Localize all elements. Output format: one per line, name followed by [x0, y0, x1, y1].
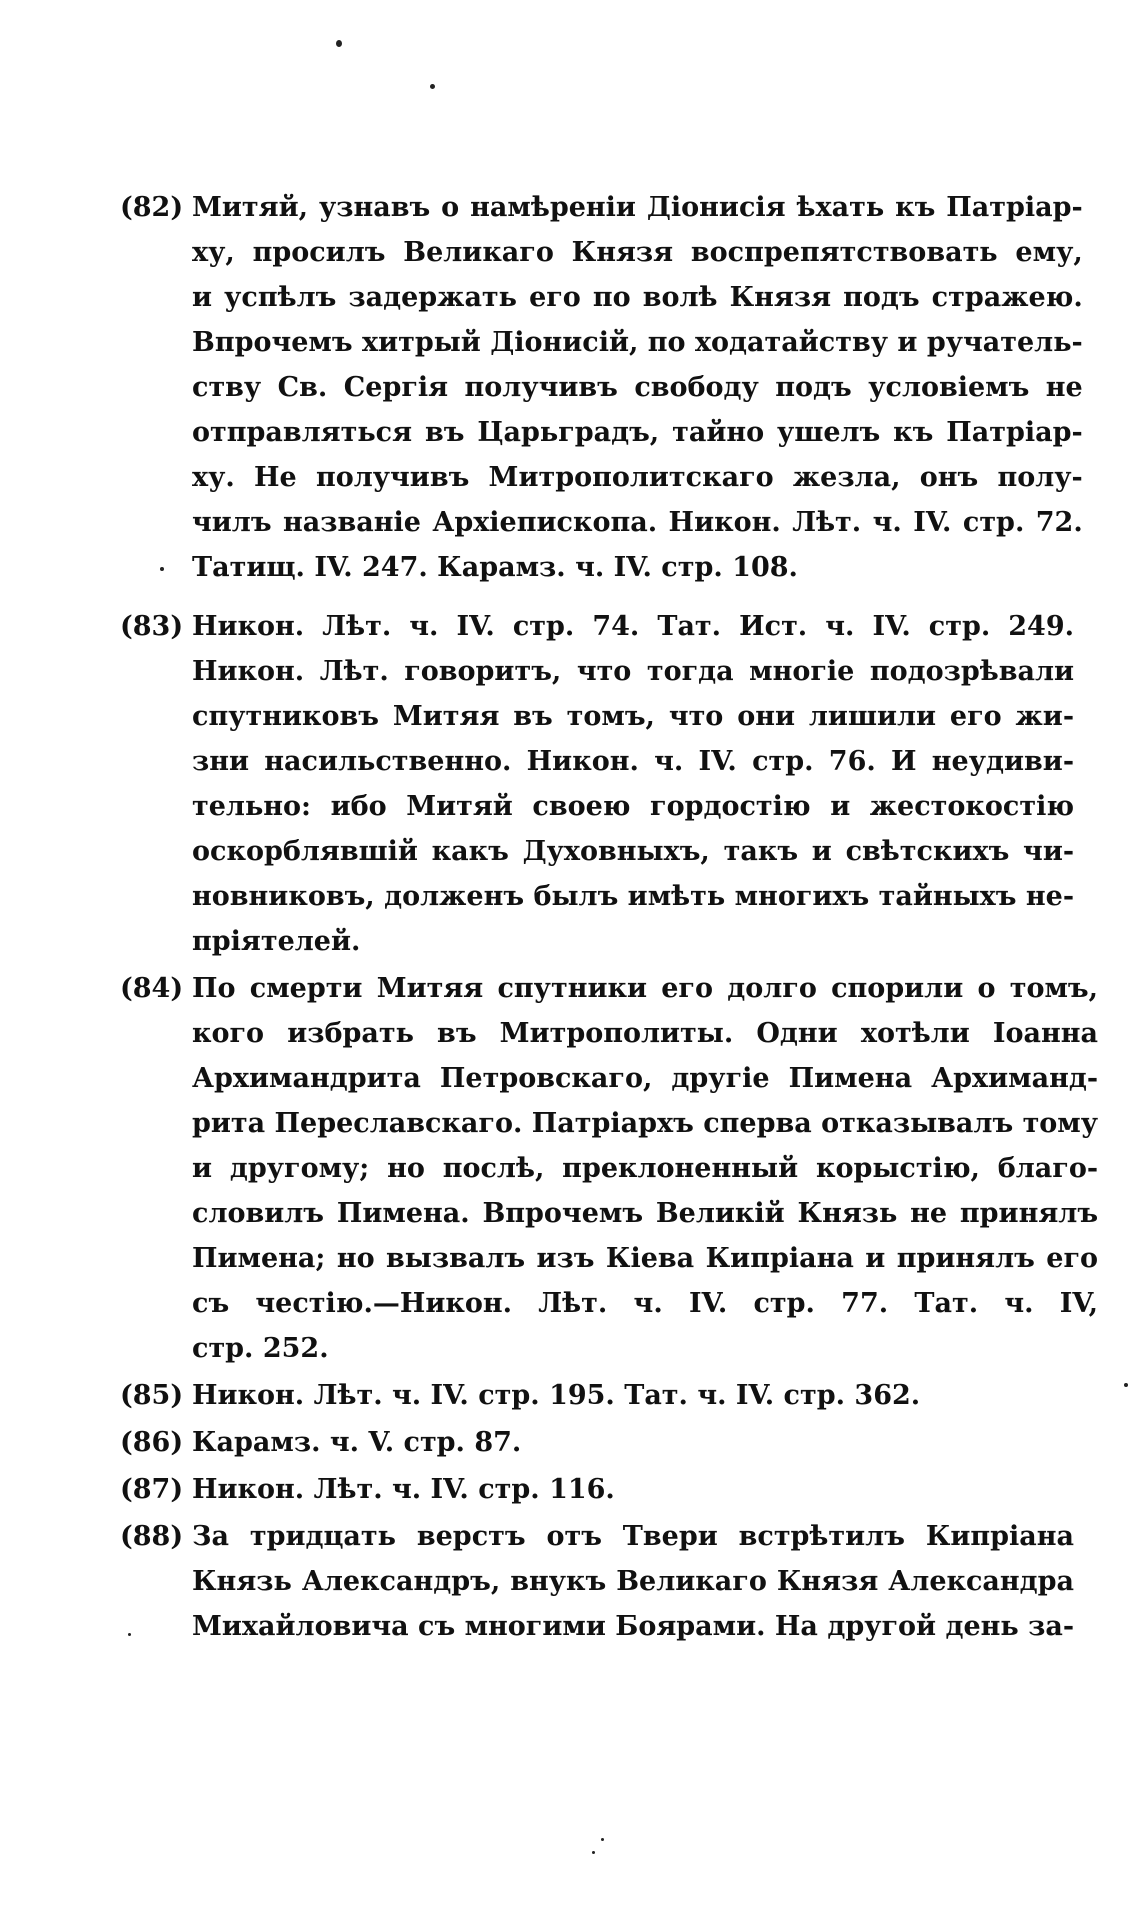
footnotes — [120, 185, 1099, 1649]
text-line: оскорблявшій какъ Духовныхъ, такъ и свѣтскихъ чи- — [192, 836, 1075, 867]
footnote-text — [192, 1420, 980, 1465]
text-line: отправляться въ Царьградъ, тайно ушелъ къ Патріар- — [192, 417, 1083, 448]
footnote-82 — [120, 185, 1083, 590]
text-line: За тридцать верстъ отъ Твери встрѣтилъ Кипріана — [192, 1521, 1075, 1552]
text-line: Архимандрита Петровскаго, другіе Пимена Архиманд- — [192, 1063, 1099, 1094]
text-line: ху, просилъ Великаго Князя воспрепятствовать ему, — [192, 237, 1083, 268]
text-line: новниковъ, долженъ былъ имѣть многихъ тайныхъ не- — [192, 881, 1075, 912]
text-line: тельно: ибо Митяй своею гордостію и жестокостію — [192, 791, 1075, 822]
footnote-text — [192, 1467, 980, 1512]
footnote-text — [192, 185, 1083, 590]
ink-speck — [601, 1838, 604, 1841]
text-line: Пимена; но вызвалъ изъ Кіева Кипріана и принялъ его — [192, 1243, 1099, 1274]
text-line: Никон. Лѣт. ч. IV. стр. 116. — [192, 1474, 615, 1505]
footnote-text — [192, 966, 1098, 1371]
text-line: Татищ. IV. 247. Карамз. ч. IV. стр. 108. — [192, 552, 798, 583]
ink-speck — [336, 40, 342, 47]
footnote-number: (88) — [120, 1521, 184, 1552]
text-line: Никон. Лѣт. ч. IV. стр. 195. Тат. ч. IV. стр. 362. — [192, 1380, 921, 1411]
footnote-number: (87) — [120, 1474, 184, 1505]
text-line: словилъ Пимена. Впрочемъ Великій Князь не принялъ — [192, 1198, 1099, 1229]
text-line: съ честію.—Никон. Лѣт. ч. IV. стр. 77. Тат. ч. IV, — [192, 1288, 1099, 1319]
text-line: зни насильственно. Никон. ч. IV. стр. 76. И неудиви- — [192, 746, 1075, 777]
text-line: По смерти Митяя спутники его долго спорили о томъ, — [192, 973, 1099, 1004]
ink-speck — [592, 1851, 595, 1854]
footnote-text — [192, 1514, 1074, 1649]
text-line: спутниковъ Митяя въ томъ, что они лишили его жи- — [192, 701, 1075, 732]
text-line: Никон. Лѣт. ч. IV. стр. 74. Тат. Ист. ч. IV. стр. 249. — [192, 611, 1075, 642]
footnote-number: (84) — [120, 973, 184, 1004]
text-line: стр. 252. — [192, 1333, 329, 1364]
text-line: Впрочемъ хитрый Діонисій, по ходатайству и ручатель- — [192, 327, 1083, 358]
footnote-84 — [120, 966, 1099, 1371]
footnote-number: (83) — [120, 611, 184, 642]
text-line: ху. Не получивъ Митрополитскаго жезла, онъ полу- — [192, 462, 1083, 493]
ink-speck — [430, 84, 435, 89]
footnote-87 — [120, 1467, 980, 1512]
text-line: рита Переславскаго. Патріархъ сперва отказывалъ тому — [192, 1108, 1099, 1139]
footnote-text — [192, 1373, 980, 1418]
text-line: и успѣлъ задержать его по волѣ Князя подъ стражею. — [192, 282, 1083, 313]
text-line: чилъ названіе Архіепископа. Никон. Лѣт. ч. IV. стр. 72. — [192, 507, 1083, 538]
text-line: пріятелей. — [192, 926, 361, 957]
footnote-number: (86) — [120, 1427, 184, 1458]
footnote-83 — [120, 604, 1075, 964]
footnote-85 — [120, 1373, 980, 1418]
text-line: кого избрать въ Митрополиты. Одни хотѣли Іоанна — [192, 1018, 1099, 1049]
text-line: ству Св. Сергія получивъ свободу подъ условіемъ не — [192, 372, 1083, 403]
text-line: Михайловича съ многими Боярами. На другой день за- — [192, 1611, 1075, 1642]
text-line: и другому; но послѣ, преклоненный корыстію, благо- — [192, 1153, 1099, 1184]
footnote-number: (82) — [120, 192, 184, 223]
ink-speck — [1124, 1383, 1128, 1387]
footnote-number: (85) — [120, 1380, 184, 1411]
footnote-86 — [120, 1420, 980, 1465]
footnote-text — [192, 604, 1074, 964]
text-line: Митяй, узнавъ о намѣреніи Діонисія ѣхать къ Патріар- — [192, 192, 1083, 223]
text-line: Никон. Лѣт. говоритъ, что тогда многіе подозрѣвали — [192, 656, 1075, 687]
text-line: Князь Александръ, внукъ Великаго Князя Александра — [192, 1566, 1075, 1597]
footnote-88 — [120, 1514, 1075, 1649]
text-line: Карамз. ч. V. стр. 87. — [192, 1427, 522, 1458]
